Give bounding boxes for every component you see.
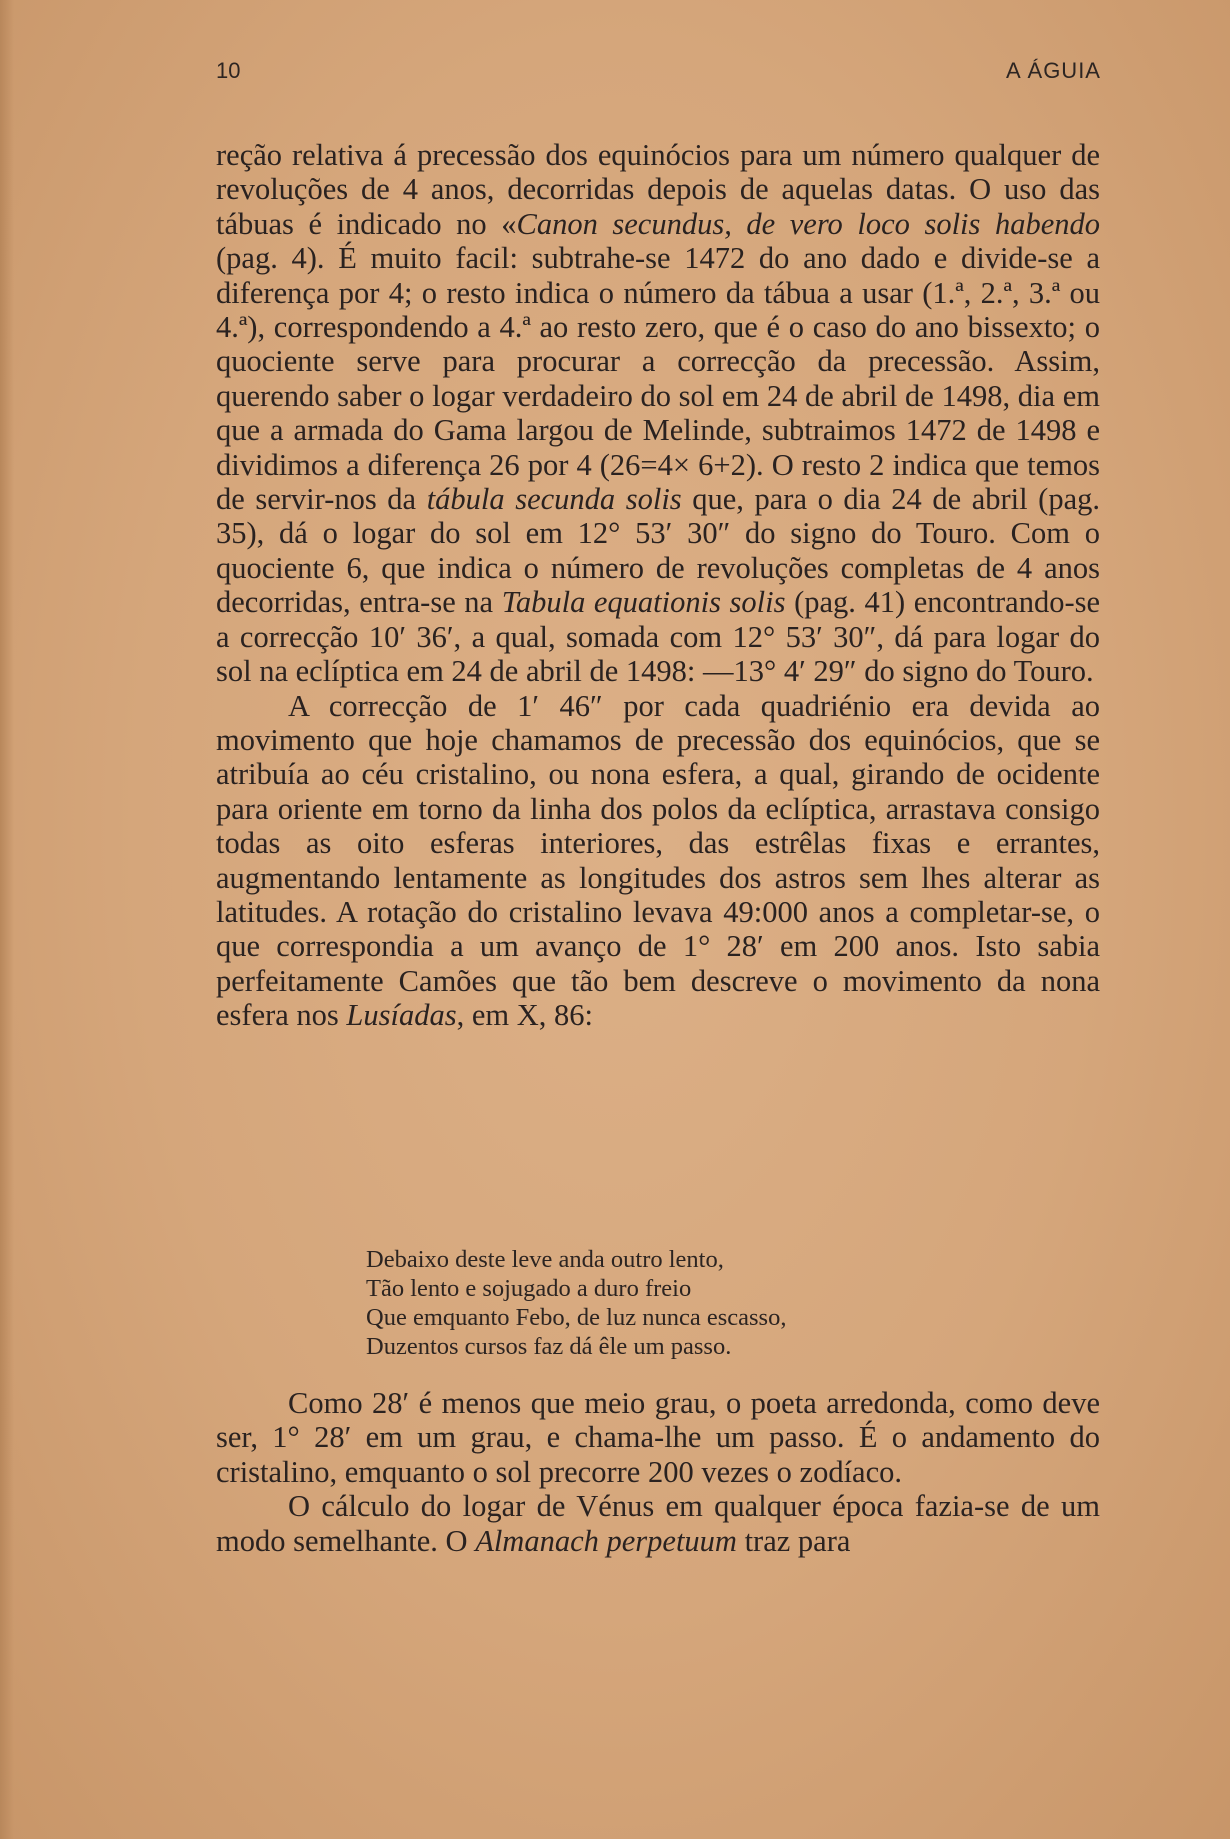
paragraph-3: Como 28′ é menos que meio grau, o poeta arredonda, como deve ser, 1° 28′ em um grau, e chama-lhe um passo. É o andamento do cristalino, emquanto o sol precorre 200 vezes o zodíaco. <box>216 1386 1100 1489</box>
verse-line: Debaixo deste leve anda outro lento, <box>366 1246 724 1273</box>
page-edge-shadow <box>0 0 14 1839</box>
paragraph-2: A correcção de 1′ 46″ por cada quadriénio era devida ao movimento que hoje chamamos de precessão dos equinócios, que se atribuía ao céu cristalino, ou nona esfera, a qual, girando de ocidente para oriente em torno da linha dos polos da eclíptica, arrastava consigo todas as oito esferas interiores, das estrêlas fixas e errantes, augmentando lentamente as longitudes dos astros sem lhes alterar as latitudes. A rotação do cristalino levava 49:000 anos a completar-se, o que correspondia a um avanço de 1° 28′ em 200 anos. Isto sabia perfeitamente Camões que tão bem descreve o movimento da nona esfera nos Lusíadas, em X, 86: <box>216 688 1100 1033</box>
italic-title: Lusíadas <box>346 998 457 1033</box>
verse-line: Que emquanto Febo, de luz nunca escasso, <box>366 1304 787 1331</box>
italic-title: Almanach perpetuum <box>475 1523 737 1558</box>
main-text-block-continued <box>216 1386 1100 1558</box>
verse-line: Duzentos cursos faz dá êle um passo. <box>366 1333 732 1360</box>
verse-line: Tão lento e sojugado a duro freio <box>366 1275 692 1302</box>
running-header <box>216 58 1101 88</box>
italic-title: tábula secunda solis <box>426 482 682 517</box>
verse-quotation <box>366 1245 966 1361</box>
journal-title: A ÁGUIA <box>1005 58 1101 83</box>
italic-title: Canon secundus, de vero loco solis habendo <box>516 206 1100 241</box>
paragraph-4: O cálculo do logar de Vénus em qualquer época fazia-se de um modo semelhante. O Almanach perpetuum traz para <box>216 1489 1100 1558</box>
page-number: 10 <box>216 58 241 83</box>
italic-title: Tabula equationis solis <box>501 585 786 620</box>
paragraph-1: reção relativa á precessão dos equinócios para um número qualquer de revoluções de 4 anos, decorridas depois de aquelas datas. O uso das tábuas é indicado no «Canon secundus, de vero loco solis habendo (pag. 4). É muito facil: subtrahe-se 1472 do ano dado e divide-se a diferença por 4; o resto indica o número da tábua a usar (1.ª, 2.ª, 3.ª ou 4.ª), correspondendo a 4.ª ao resto zero, que é o caso do ano bissexto; o quociente serve para procurar a correcção da precessão. Assim, querendo saber o logar verdadeiro do sol em 24 de abril de 1498, dia em que a armada do Gama largou de Melinde, subtraimos 1472 de 1498 e dividimos a diferença 26 por 4 (26=4× 6+2). O resto 2 indica que temos de servir-nos da tábula secunda solis que, para o dia 24 de abril (pag. 35), dá o logar do sol em 12° 53′ 30″ do signo do Touro. Com o quociente 6, que indica o número de revoluções completas de 4 anos decorridas, entra-se na Tabula equationis solis (pag. 41) encontrando-se a correcção 10′ 36′, a qual, somada com 12° 53′ 30″, dá para logar do sol na eclíptica em 24 de abril de 1498: —13° 4′ 29″ do signo do Touro. <box>216 138 1101 689</box>
main-text-block <box>216 138 1100 1033</box>
